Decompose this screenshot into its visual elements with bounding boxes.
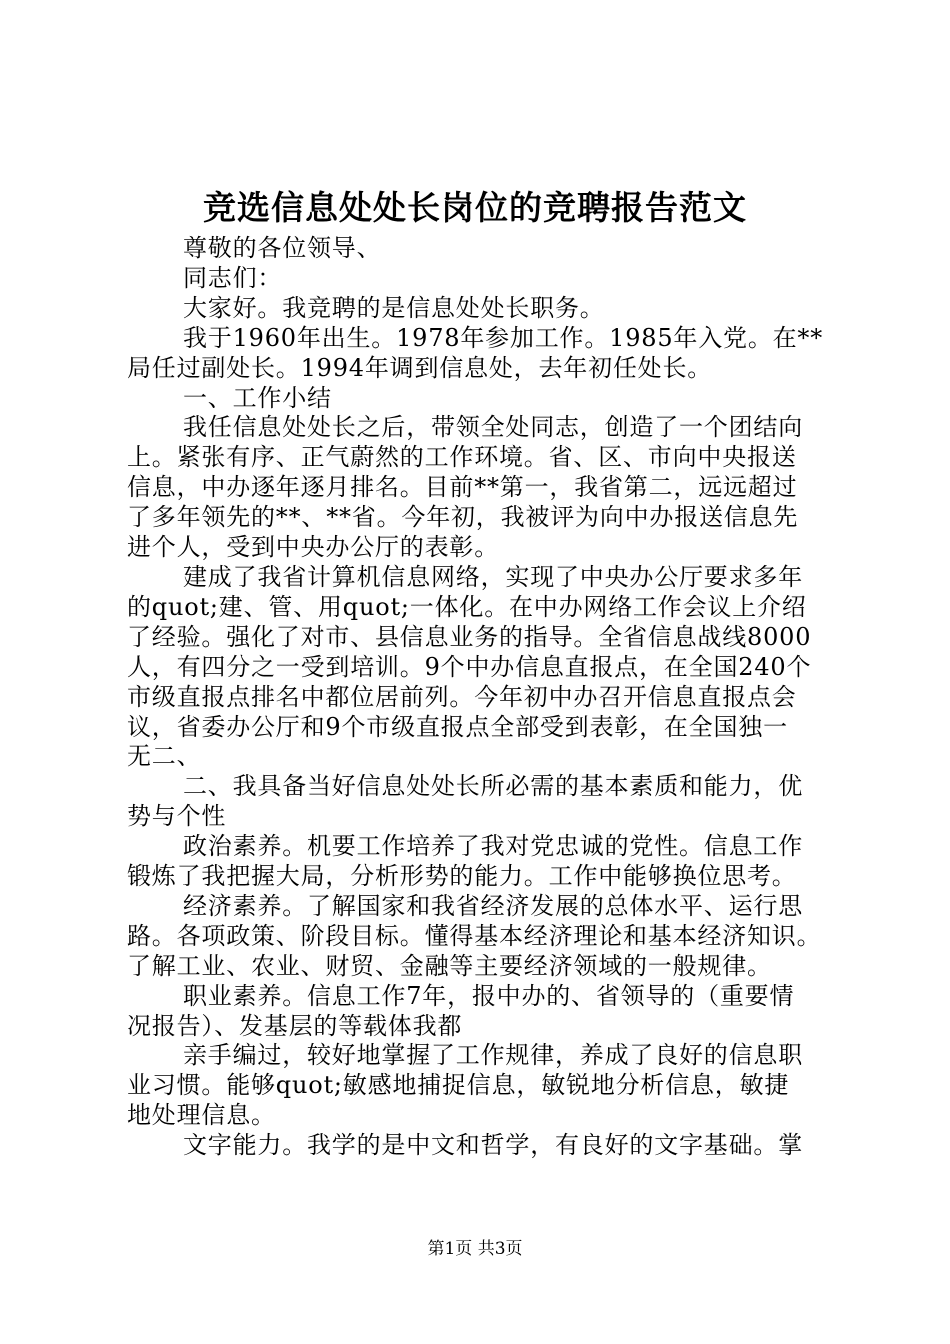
paragraph-economic: 经济素养。了解国家和我省经济发展的总体水平、运行思 路。各项政策、阶段目标。懂得基本经济理论和基本经济知识。 了解工业、农业、财贸、金融等主要经济领域的一般规律。 xyxy=(127,891,822,980)
page-footer: 第1页 共3页 xyxy=(427,1239,523,1259)
section-heading-work-summary: 一、工作小结 xyxy=(183,383,332,412)
paragraph-achievements: 我任信息处处长之后，带领全处同志，创造了一个团结向 上。紧张有序、正气蔚然的工作环境。省、区、市向中央报送 信息，中办逐年逐月排名。目前**第一，我省第二，远远超过 了多年领先的**、**省。今年初，我被评为向中办报送信息先 进个人，受到中央办公厅的表彰。 xyxy=(127,413,803,562)
paragraph-background: 我于1960年出生。1978年参加工作。1985年入党。在** 局任过副处长。1994年调到信息处，去年初任处长。 xyxy=(127,323,824,382)
paragraph-greeting: 大家好。我竞聘的是信息处处长职务。 xyxy=(183,293,605,322)
paragraph-salutation-1: 尊敬的各位领导、 xyxy=(183,234,382,262)
paragraph-professional-cont: 亲手编过，较好地掌握了工作规律，养成了良好的信息职 业习惯。能够quot;敏感地捕捉信息，敏锐地分析信息，敏捷 地处理信息。 xyxy=(127,1041,803,1130)
paragraph-writing: 文字能力。我学的是中文和哲学，有良好的文字基础。掌 xyxy=(183,1131,803,1160)
document-title: 竞选信息处处长岗位的竞聘报告范文 xyxy=(203,188,747,227)
section-heading-qualities: 二、我具备当好信息处处长所必需的基本素质和能力，优 势与个性 xyxy=(127,772,803,831)
paragraph-salutation-2: 同志们： xyxy=(183,263,283,292)
paragraph-political: 政治素养。机要工作培养了我对党忠诚的党性。信息工作 锻炼了我把握大局，分析形势的能力。工作中能够换位思考。 xyxy=(127,832,803,891)
paragraph-network: 建成了我省计算机信息网络，实现了中央办公厅要求多年 的quot;建、管、用quot;一体化。在中办网络工作会议上介绍 了经验。强化了对市、县信息业务的指导。全省信息战线8000 人，有四分之一受到培训。9个中办信息直报点，在全国240个 市级直报点排名中都位居前列。今年初中办召开信息直报点会 议，省委办公厅和9个市级直报点全部受到表彰，在全国独一 无二、 xyxy=(127,562,812,771)
document-body xyxy=(127,234,843,1161)
paragraph-professional: 职业素养。信息工作7年，报中办的、省领导的（重要情 况报告）、发基层的等载体我都 xyxy=(127,981,795,1040)
